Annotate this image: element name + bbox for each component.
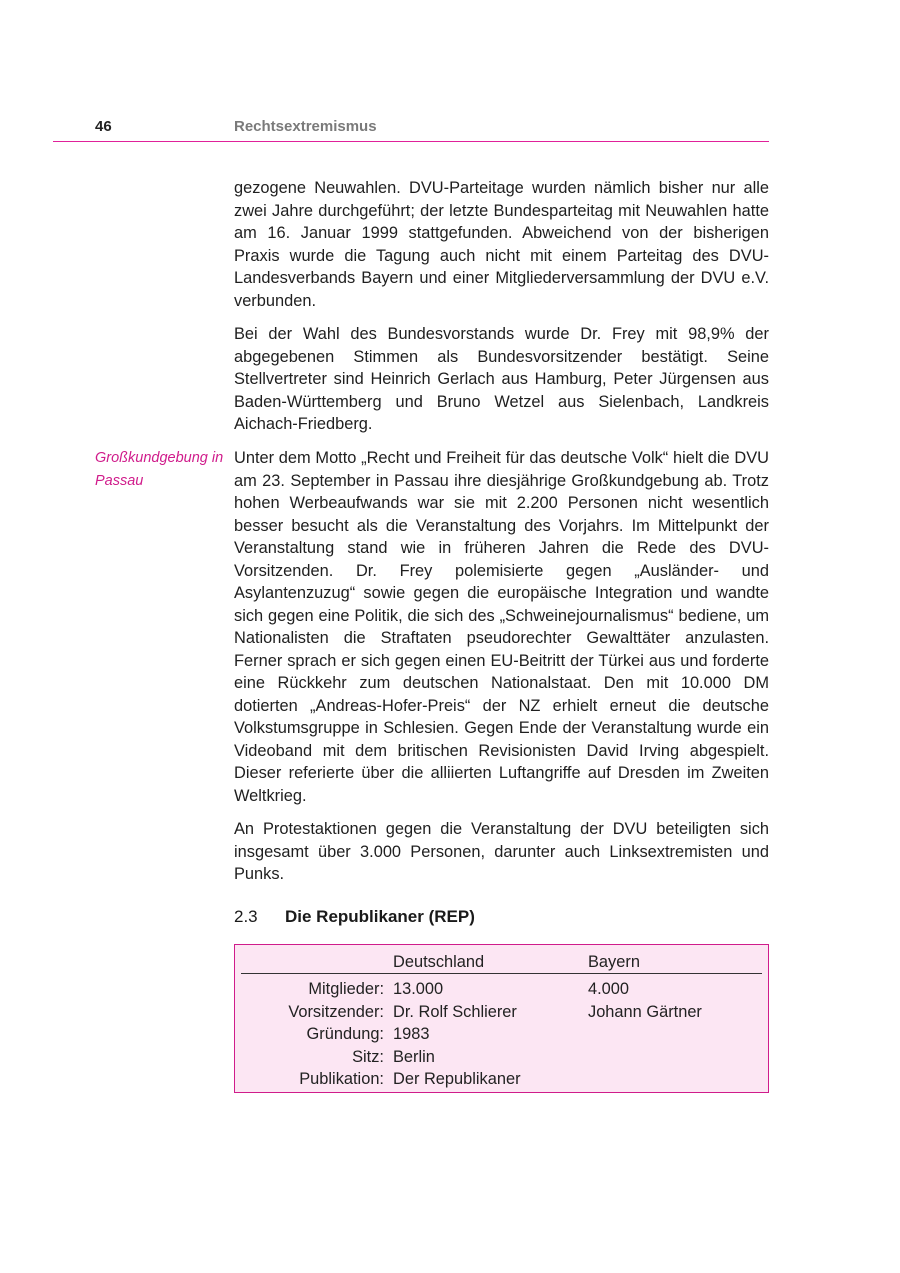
- paragraph-4: An Protestaktionen gegen die Veranstaltung der DVU beteiligten sich insgesamt über 3.000 Personen, darunter auch Linksextremisten und Punks.: [234, 820, 769, 883]
- fact-row-founded: [235, 1023, 768, 1046]
- margin-note: Großkundgebung in Passau: [95, 450, 224, 489]
- column-header-germany: Deutschland: [393, 953, 485, 971]
- fact-label: Mitglieder:: [308, 980, 384, 998]
- fact-row-publication: [235, 1068, 768, 1091]
- fact-row-seat: [235, 1046, 768, 1069]
- fact-row-members: [235, 978, 768, 1001]
- section-number: 2.3: [234, 907, 258, 926]
- column-header-bavaria: Bayern: [588, 953, 640, 971]
- fact-value-germany: 1983: [393, 1025, 430, 1043]
- fact-label: Vorsitzender:: [288, 1002, 384, 1021]
- fact-row-chairman: [235, 1001, 768, 1024]
- fact-value-germany: Dr. Rolf Schlierer: [393, 1002, 517, 1021]
- fact-value-bavaria: 4.000: [588, 980, 630, 998]
- paragraph-1: gezogene Neuwahlen. DVU-Parteitage wurden nämlich bisher nur alle zwei Jahre durchgeführt; der letzte Bundesparteitag mit Neuwahlen hatte am 16. Januar 1999 stattgefunden. Abweichend von der bisherigen Praxis wurde die Tagung auch nicht mit einem Parteitag des DVU-Landesverbands Bayern und einer Mitgliederversammlung der DVU e.V. verbunden.: [234, 179, 769, 310]
- section-heading: [234, 907, 475, 927]
- fact-label: Gründung:: [306, 1025, 384, 1043]
- fact-label: Publikation:: [299, 1070, 384, 1088]
- fact-value-bavaria: Johann Gärtner: [588, 1002, 702, 1021]
- fact-box-rule: [241, 973, 762, 974]
- fact-label: Sitz:: [352, 1047, 384, 1066]
- fact-value-germany: 13.000: [393, 980, 444, 998]
- header-rule: [53, 141, 769, 142]
- paragraph-2: Bei der Wahl des Bundesvorstands wurde Dr. Frey mit 98,9% der abgegebenen Stimmen als Bundesvorsitzender bestätigt. Seine Stellvertreter sind Heinrich Gerlach aus Hamburg, Peter Jürgensen aus Baden-Württemberg und Bruno Wetzel aus Sielenbach, Landkreis Aichach-Friedberg.: [234, 325, 769, 433]
- section-title: Die Republikaner (REP): [285, 907, 475, 926]
- running-title: Rechtsextremismus: [234, 118, 377, 135]
- fact-box: [234, 944, 769, 1093]
- page-number: 46: [95, 118, 112, 135]
- fact-value-germany: Berlin: [393, 1047, 435, 1066]
- fact-value-germany: Der Republikaner: [393, 1070, 521, 1088]
- paragraph-3: Unter dem Motto „Recht und Freiheit für das deutsche Volk“ hielt die DVU am 23. September in Passau ihre diesjährige Großkundgebung ab. Trotz hohen Werbeaufwands war sie mit 2.200 Personen nicht wesentlich besser besucht als die Veranstaltung des Vorjahrs. Im Mittelpunkt der Veranstaltung stand wie in früheren Jahren die Rede des DVU-Vorsitzenden. Dr. Frey polemisierte gegen „Ausländer- und Asylantenzuzug“ sowie gegen die europäische Integration und wandte sich gegen eine Politik, die sich des „Schweinejournalismus“ bediene, um Nationalisten die Straftaten pseudorechter Gewalttäter anzulasten. Ferner sprach er sich gegen einen EU-Beitritt der Türkei aus und forderte eine Rückkehr zum deutschen Nationalstaat. Den mit 10.000 DM dotierten „Andreas-Hofer-Preis“ der NZ erhielt erneut die deutsche Volkstumsgruppe in Schlesien. Gegen Ende der Veranstaltung wurde ein Videoband mit dem britischen Revisionisten David Irving abgespielt. Dieser referierte über die alliierten Luftangriffe auf Dresden im Zweiten Weltkrieg.: [234, 449, 769, 805]
